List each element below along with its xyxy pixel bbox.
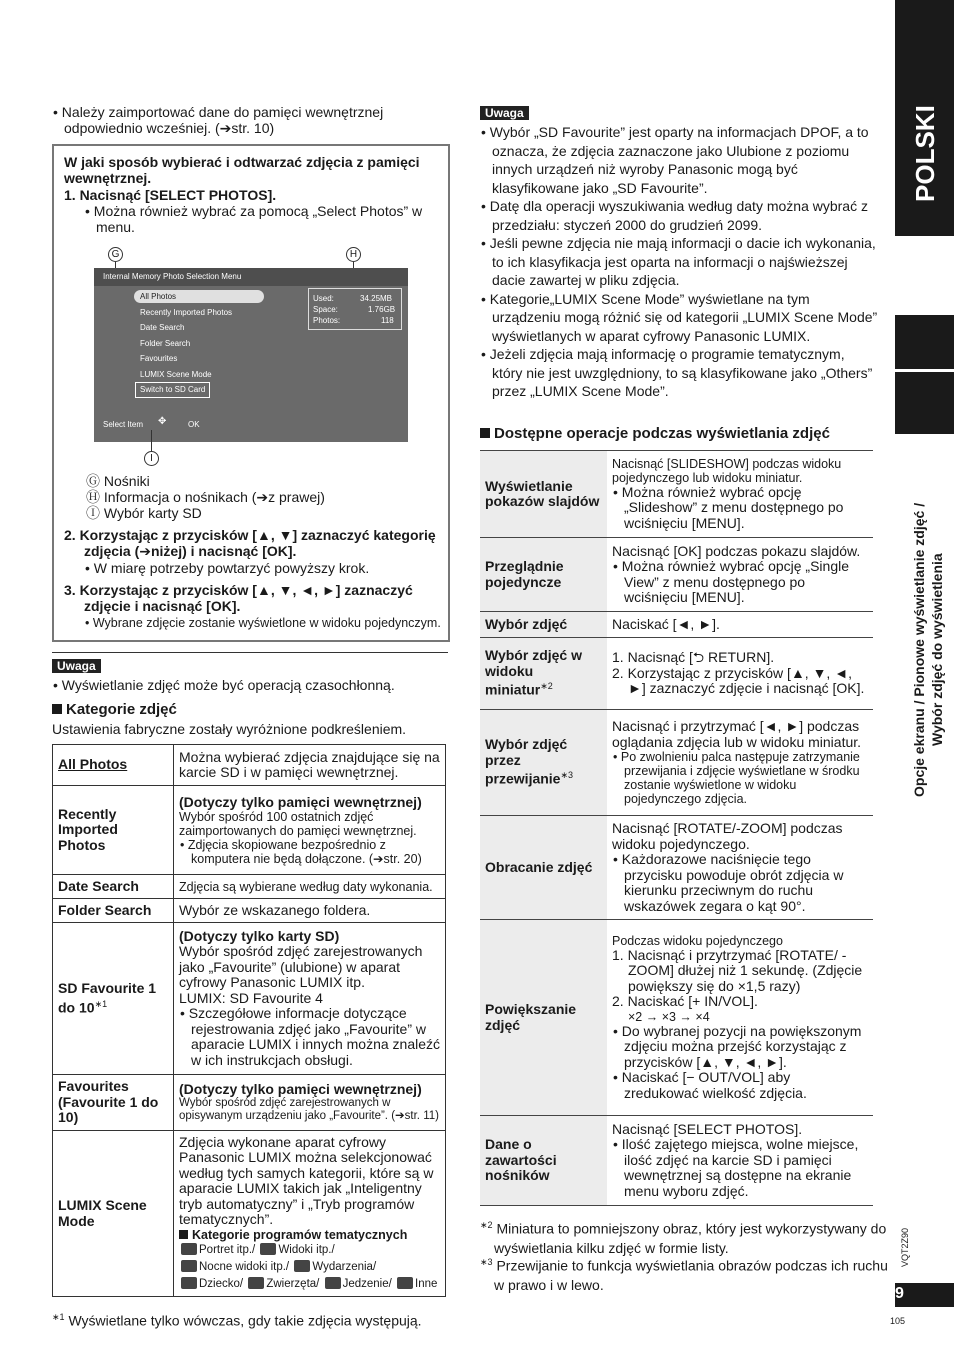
op-slideshow-desc: Nacisnąć [SLIDESHOW] podczas widoku pojedynczego lub widoku miniatur. • Można również wybrać opcję „Slideshow” z menu dostępnego po wciśnięciu [MENU]. (607, 451, 873, 538)
note-right-bullet: • Jeżeli zdjęcia mają informację o programie tematycznym, który nie jest uwzględniony, to są klasyfikowane jako „Others” przez „LUMIX Scene Mode”. (481, 346, 873, 399)
subpage-number: 105 (890, 1316, 906, 1326)
leader-i (151, 430, 152, 452)
op-scroll-desc: Nacisnąć i przytrzymać [◄, ►] podczas oglądania zdjęcia lub w widoku miniatur. • Po zwolnieniu palca następuje zatrzymanie przewijania i zdjęcie wyświetlane w środku zostanie wyświetlone w widoku pojedynczego zdjęcia. (607, 710, 873, 816)
table-row (53, 1075, 446, 1131)
op-rotate-desc: Nacisnąć [ROTATE/-ZOOM] podczas widoku pojedynczego. • Każdorazowe naciśnięcie tego przycisku powoduje obrót zdjęcia w kierunku przeciwnym do ruchu wskazówek zegara o kąt 90°. (607, 816, 873, 920)
doc-code: VQT2Z90 (900, 1228, 910, 1268)
op-thumbnail: Wybór zdjęć w widoku miniatur$^{∗2}$ (480, 638, 607, 710)
footnote-1: $^{∗1}$ Wyświetlane tylko wówczas, gdy takie zdjęcia występują. (52, 1312, 422, 1329)
menu-item-folder[interactable]: Folder Search (140, 339, 191, 348)
legend-g: Ⓖ Nośniki (86, 473, 150, 489)
menu-item-scene[interactable]: LUMIX Scene Mode (140, 370, 212, 379)
menu-item-date[interactable]: Date Search (140, 323, 185, 332)
footer-ok: OK (188, 420, 200, 429)
note-right-list (480, 123, 878, 401)
tab-block-1 (895, 315, 954, 369)
table-row (480, 612, 873, 638)
table-row (53, 786, 446, 875)
kategorie-heading: Kategorie zdjęć (52, 702, 177, 718)
note-right-bullet: • Wybór „SD Favourite” jest oparty na informacjach DPOF, a to oznacza, że zdjęcia zaznaczone jako Ulubione z poziomu innych urządzeń niż wyroby Panasonic mogą być klasyfikowane jako „SD Favourite”. (481, 124, 869, 196)
menu-item-switch-sd[interactable]: Switch to SD Card (135, 382, 210, 398)
menu-item-favourites[interactable]: Favourites (140, 354, 178, 363)
table-row (480, 538, 873, 612)
step-2: 2. Korzystając z przycisków [▲, ▼] zaznaczyć kategorię zdjęcia (➔niżej) i nacisnąć [OK]. (64, 527, 436, 559)
screen-title: Internal Memory Photo Selection Menu (103, 272, 242, 281)
step-3: 3. Korzystając z przycisków [▲, ▼, ◄, ►] zaznaczyć zdjęcie i nacisnąć [OK]. (64, 582, 413, 614)
divider-left (52, 652, 448, 653)
table-row (480, 451, 873, 538)
cat-folder-desc: Wybór ze wskazanego foldera. (174, 899, 446, 923)
cat-all-photos-desc: Można wybierać zdjęcia znajdujące się na karcie SD i w pamięci wewnętrznej. (174, 745, 446, 786)
table-row (53, 1131, 446, 1297)
op-single-view-desc: Nacisnąć [OK] podczas pokazu slajdów. • Można również wybrać opcję „Single View” z menu dostępnego po wciśnięciu [MENU]. (607, 538, 873, 612)
kategorie-sub: Ustawienia fabryczne zostały wyróżnione podkreśleniem. (52, 721, 407, 737)
cat-lumix-scene: LUMIX Scene Mode (53, 1131, 174, 1297)
cat-sd-favourite: SD Favourite 1 do $10^{∗1}$ (53, 923, 174, 1075)
info-used-label: Used: (313, 294, 334, 303)
op-select-desc: Naciskać [◄, ►]. (607, 612, 873, 638)
cat-date-search: Date Search (53, 875, 174, 899)
info-space-value: 1.76GB (368, 305, 396, 314)
step-1: 1. Nacisnąć [SELECT PHOTOS]. (64, 187, 277, 203)
legend-h: Ⓗ Informacja o nośnikach (➔z prawej) (86, 489, 325, 505)
cat-favourites-desc: (Dotyczy tylko pamięci wewnętrznej) Wybór spośród zdjęć zarejestrowanych w opisywanym urządzeniu jako „Favourite”. (➔str. 11) (174, 1075, 446, 1131)
section-title: Opcje ekranu / Pionowe wyświetlanie zdjęć / Wybór zdjęć do wyświetlenia (911, 502, 945, 798)
pet-icon (248, 1277, 264, 1289)
table-row (480, 816, 873, 920)
cat-all-photos: All Photos (53, 745, 174, 786)
note-left-text: • Wyświetlanie zdjęć może być operacją czasochłonną. (53, 677, 395, 693)
table-row (480, 638, 873, 710)
op-thumbnail-desc: 1. Nacisnąć [⮌ RETURN]. 2. Korzystając z przycisków [▲, ▼, ◄, ►] zaznaczyć zdjęcie i nacisnąć [OK]. (607, 638, 873, 710)
table-row (480, 1116, 873, 1206)
op-zoom-desc: Podczas widoku pojedynczego 1. Nacisnąć i przytrzymać [ROTATE/ -ZOOM] dłużej niż 1 sekundę. (Zdjęcie powiększy się do ×1,5 razy) 2. Naciskać [+ IN/VOL]. ×2 → ×3 → ×4 • Do wybranej pozycji na powiększonym zdjęciu można przejść korzystając z przycisków [▲, ▼, ◄, ►]. • Naciskać [− OUT/VOL] aby zredukować wielkość zdjęcia. (607, 920, 873, 1116)
note-right-bullet: • Datę dla operacji wyszukiwania według daty można wybrać z przedziału: styczeń 2000 do grudzień 2099. (481, 198, 868, 233)
note-label-right: Uwaga (480, 106, 529, 120)
event-icon (294, 1260, 310, 1272)
label-h: H (346, 247, 361, 262)
op-single-view: Przeglądnie pojedyncze (480, 538, 607, 612)
op-media-info-desc: Nacisnąć [SELECT PHOTOS]. • Ilość zajętego miejsca, wolne miejsce, ilość zdjęć na karcie SD i pamięci wewnętrznej są dostępne na ekranie menu wyboru zdjęć. (607, 1116, 873, 1206)
night-icon (181, 1260, 197, 1272)
info-used-value: 34.25MB (360, 294, 393, 303)
op-select: Wybór zdjęć (480, 612, 607, 638)
cat-date-desc: Zdjęcia są wybierane według daty wykonania. (174, 875, 446, 899)
cat-favourites: Favourites (Favourite 1 do 10) (53, 1075, 174, 1131)
cat-sd-favourite-desc: (Dotyczy tylko karty SD) Wybór spośród zdjęć zarejestrowanych jako „Favourite” (ulubione) w aparat cyfrowy Panasonic LUMIX itp. LUMIX: SD Favourite 4 • Szczegółowe informacje dotyczące rejestrowania zdjęć jako „Favourite” w aparacie LUMIX i innych można znaleźć w ich instrukcjach obsługi. (174, 923, 446, 1075)
ops-heading: Dostępne operacje podczas wyświetlania zdjęć (480, 426, 830, 442)
cat-lumix-scene-desc: Zdjęcia wykonane aparat cyfrowy Panasonic LUMIX można selekcjonować według tych samych kategorii, które są w aparacie LUMIX takich jak „Inteligentny tryb automatyczny” i „Tryb programów tematycznych”. Kategorie programów tematycznych Portret itp./ Widoki itp./ Nocne widoki itp./ Wydarzenia/ Dziecko/ Zwierzęta/ Jedzenie/ Inne (174, 1131, 446, 1297)
box-title: W jaki sposób wybierać i odtwarzać zdjęcia z pamięci wewnętrznej. (64, 154, 420, 186)
label-g: G (108, 247, 123, 262)
note-right-bullet: • Kategorie„LUMIX Scene Mode” wyświetlane na tym urządzeniu mogą różnić się od kategorii „LUMIX Scene Mode” wyświetlanych w aparat cyfrowy Panasonic LUMIX. (481, 290, 878, 344)
table-row (480, 920, 873, 1116)
info-photos-value: 118 (381, 316, 394, 325)
footnote-2: $^{∗2}$ Miniatura to pomniejszony obraz, który jest wykorzystywany do wyświetlania kilku zdjęć w formie listy. (480, 1220, 887, 1256)
info-photos-label: Photos: (313, 316, 341, 325)
info-space-label: Space: (313, 305, 338, 314)
food-icon (325, 1277, 341, 1289)
baby-icon (181, 1277, 197, 1289)
language-label: POLSKI (910, 105, 940, 202)
step-1-note: • Można również wybrać za pomocą „Select Photos” w menu. (85, 203, 423, 235)
table-row (53, 923, 446, 1075)
ops-table (480, 450, 873, 1206)
label-i: I (144, 451, 159, 466)
step-3-note: • Wybrane zdjęcie zostanie wyświetlone w widoku pojedynczym. (85, 616, 441, 630)
menu-item-recent[interactable]: Recently Imported Photos (140, 308, 233, 317)
legend-i: Ⓘ Wybór karty SD (86, 505, 202, 521)
footer-select-item: Select Item (103, 420, 144, 429)
footnote-3: $^{∗3}$ Przewijanie to funkcja wyświetlania obrazów podczas ich ruchu w prawo i w lewo. (480, 1257, 888, 1293)
note-label-left: Uwaga (52, 659, 101, 673)
intro-bullet: • Należy zaimportować dane do pamięci wewnętrznej odpowiednio wcześniej. (➔str. 10) (53, 104, 384, 136)
photo-selection-screen (94, 268, 408, 442)
table-row (480, 710, 873, 816)
cat-recent-desc: (Dotyczy tylko pamięci wewnętrznej) Wybór spośród 100 ostatnich zdjęć zaimportowanych do pamięci wewnętrznej. • Zdjęcia skopiowane bezpośrednio z komputera nie będą dołączone. (➔str. 20) (174, 786, 446, 875)
cat-recent: Recently Imported Photos (53, 786, 174, 875)
dpad-icon: ✥ (158, 416, 167, 427)
op-zoom: Powiększanie zdjęć (480, 920, 607, 1116)
tab-block-2 (895, 372, 954, 434)
op-rotate: Obracanie zdjęć (480, 816, 607, 920)
other-icon (397, 1277, 413, 1289)
menu-item-all-photos[interactable]: All Photos (140, 292, 177, 301)
op-scroll: Wybór zdjęć przez przewijanie$^{∗3}$ (480, 710, 607, 816)
kategorie-table (52, 744, 446, 1297)
table-row (53, 899, 446, 923)
table-row (53, 875, 446, 899)
op-media-info: Dane o zawartości nośników (480, 1116, 607, 1206)
cat-folder-search: Folder Search (53, 899, 174, 923)
landscape-icon (260, 1243, 276, 1255)
table-row (53, 745, 446, 786)
op-slideshow: Wyświetlanie pokazów slajdów (480, 451, 607, 538)
portrait-icon (181, 1243, 197, 1255)
step-2-note: • W miarę potrzeby powtarzyć powyższy krok. (85, 560, 370, 576)
page-number: 9 (895, 1285, 904, 1302)
note-right-bullet: • Jeśli pewne zdjęcia nie mają informacji o dacie ich wykonania, to ich klasyfikacja jest oparta na informacji o najświeższej dacie zawartej w pliku zdjęcia. (481, 235, 876, 288)
